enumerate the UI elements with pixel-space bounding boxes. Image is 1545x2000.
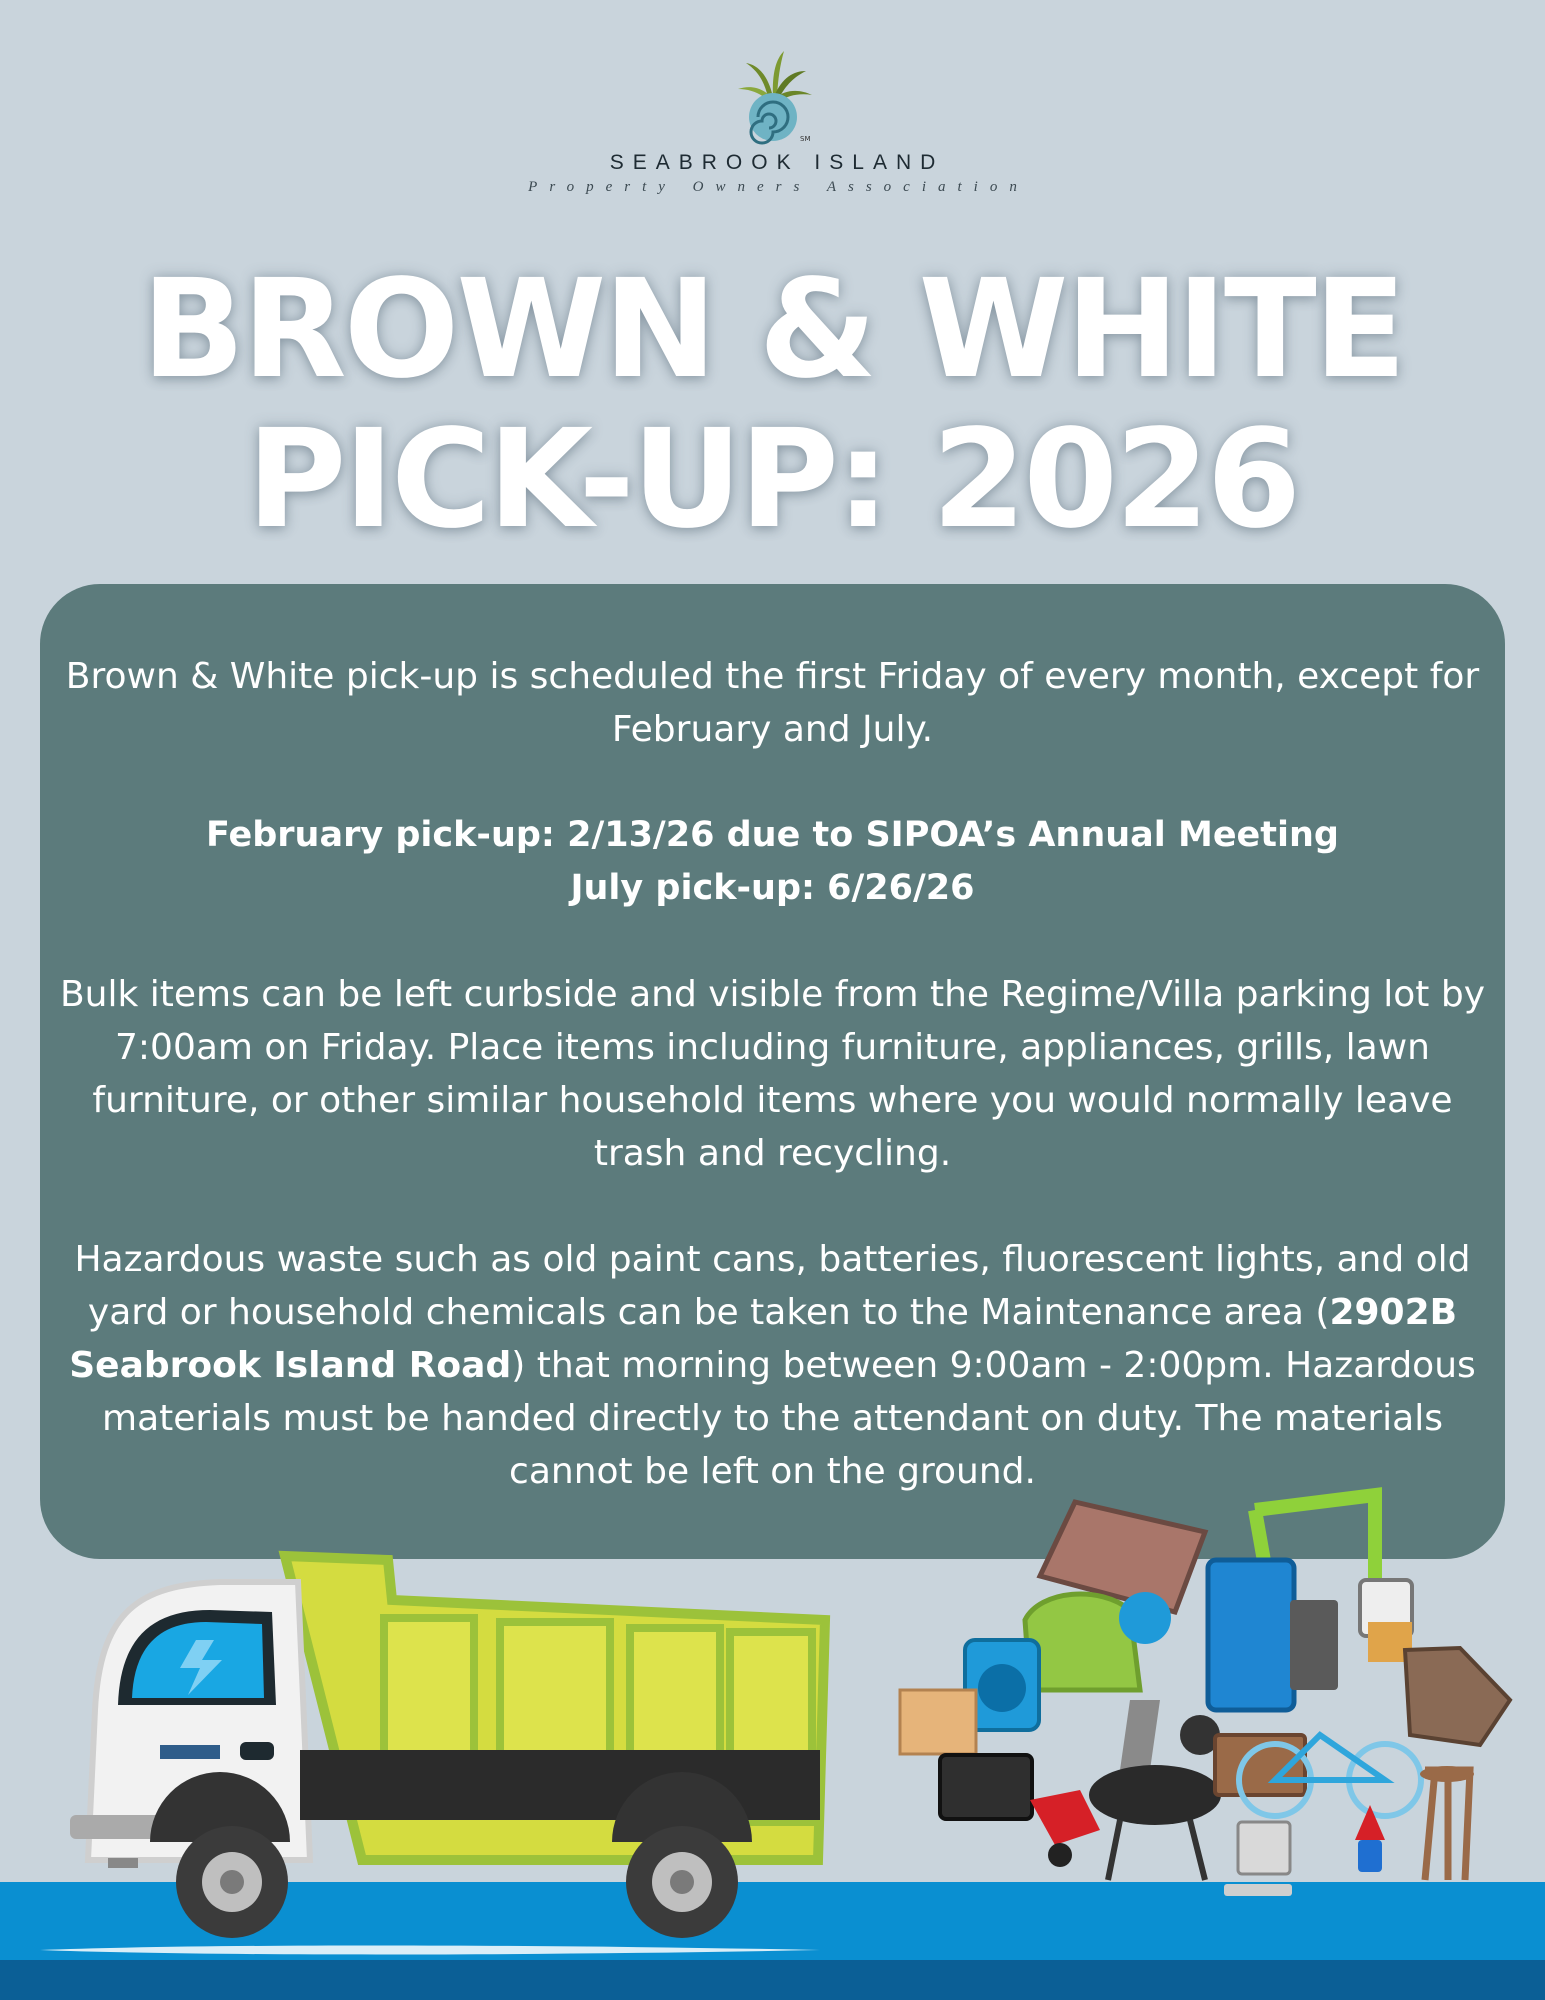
- exception-dates: [48, 809, 1497, 915]
- info-panel: [40, 584, 1505, 1559]
- ground-strip: [0, 1882, 1545, 2000]
- org-name: SEABROOK ISLAND: [609, 151, 945, 174]
- title-line-1: BROWN & WHITE: [141, 251, 1404, 409]
- ground-shadow: [0, 1960, 1545, 2000]
- title-line-2: PICK-UP: 2026: [246, 401, 1299, 559]
- dump-truck-illustration: [70, 1556, 825, 1938]
- trademark-mark: SM: [799, 135, 810, 143]
- hazardous-waste-text: [48, 1233, 1497, 1498]
- hazardous-rest: ) that morning between 9:00am - 2:00pm. Hazardous materials must be handed directly to the attendant on duty. The materials cannot be left on the ground.: [102, 1345, 1476, 1492]
- page-title: [0, 251, 1545, 559]
- nautilus-palm-logo-icon: [728, 45, 818, 145]
- org-subtitle: Property Owners Association: [528, 179, 1029, 195]
- february-pickup: February pick-up: 2/13/26 due to SIPOA’s Annual Meeting: [206, 815, 1339, 855]
- schedule-intro: Brown & White pick-up is scheduled the first Friday of every month, except for February and July.: [65, 656, 1480, 750]
- july-pickup: July pick-up: 6/26/26: [570, 868, 975, 908]
- hazardous-intro: Hazardous waste such as old paint cans, batteries, fluorescent lights, and old yard or household chemicals can be taken to the Maintenance area (: [74, 1239, 1471, 1333]
- bulk-items-text: Bulk items can be left curbside and visible from the Regime/Villa parking lot by 7:00am on Friday. Place items including furniture, appliances, grills, lawn furniture, or other similar household items where you would normally leave trash and recycling.: [59, 974, 1486, 1174]
- maintenance-address: 2902B Seabrook Island Road: [69, 1292, 1458, 1386]
- association-logo: [0, 45, 1545, 196]
